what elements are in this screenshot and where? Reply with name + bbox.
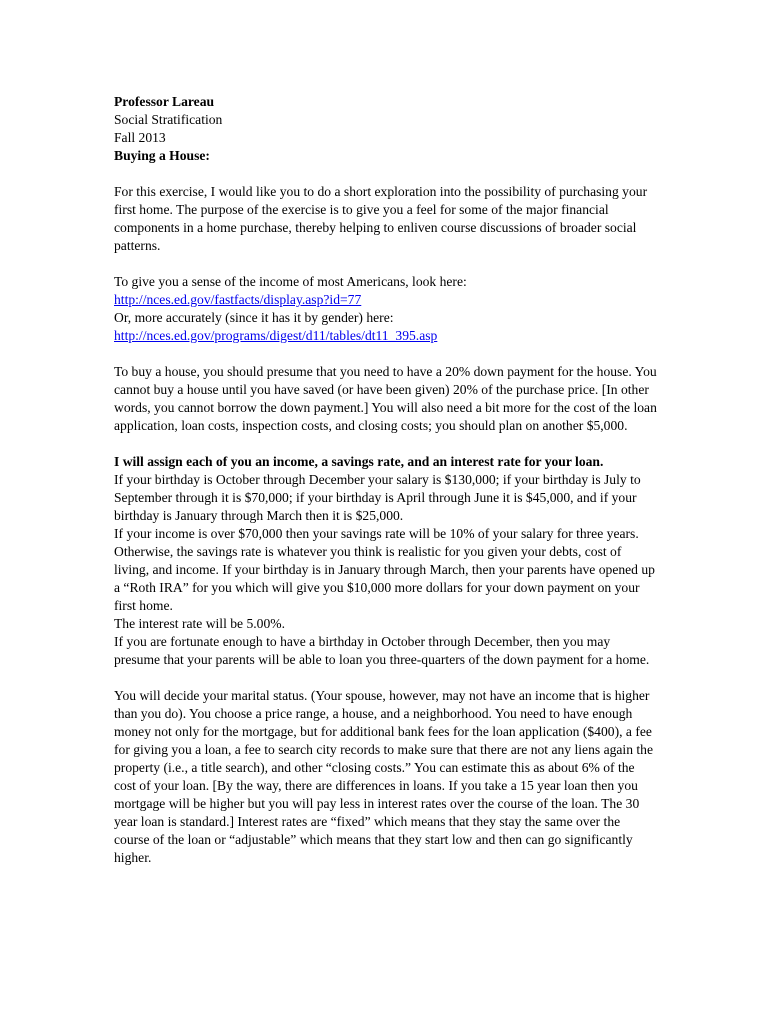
- decisions-paragraph: You will decide your marital status. (Your spouse, however, may not have an income that is higher than you do). You choose a price range, a house, and a neighborhood. You need to have enough money not only for the mortgage, but for additional bank fees for the loan application ($400), a fee for giving you a loan, a fee to search city records to make sure that there are not any liens again the property (i.e., a title search), and other “closing costs.” You can estimate this as about 6% of the cost of your loan. [By the way, there are differences in loans. If you take a 15 year loan then you mortgage will be higher but you will pay less in interest rates over the course of the loan. The 30 year loan is standard.] Interest rates are “fixed” which means that they stay the same over the course of the loan or “adjustable” which means that they start low and then can go significantly higher.: [114, 688, 654, 865]
- interest-rate-text: The interest rate will be 5.00%.: [114, 616, 285, 631]
- document-header: [114, 93, 659, 165]
- assignment-title: Buying a House:: [114, 148, 210, 163]
- digest-table-link[interactable]: http://nces.ed.gov/programs/digest/d11/tables/dt11_395.asp: [114, 328, 438, 343]
- document-page: [114, 93, 659, 867]
- professor-name: Professor Lareau: [114, 94, 215, 109]
- down-payment-paragraph: To buy a house, you should presume that you need to have a 20% down payment for the house. You cannot buy a house until you have saved (or have been given) 20% of the purchase price. [In other words, you cannot borrow the down payment.] You will also need a bit more for the cost of the loan application, loan costs, inspection costs, and closing costs; you should plan on another $5,000.: [114, 364, 657, 433]
- savings-text: If your income is over $70,000 then your savings rate will be 10% of your salary for three years. Otherwise, the savings rate is whatever you think is realistic for you given your debts, cost of living, and income. If your birthday is in January through March, then your parents have opened up a “Roth IRA” for you which will give you $10,000 more dollars for your down payment on your first home.: [114, 526, 655, 613]
- term: Fall 2013: [114, 130, 166, 145]
- course-name: Social Stratification: [114, 112, 223, 127]
- intro-paragraph: For this exercise, I would like you to do a short exploration into the possibility of purchasing your first home. The purpose of the exercise is to give you a feel for some of the major financial components in a home purchase, thereby helping to enliven course discussions of broader social patterns.: [114, 184, 648, 253]
- fastfacts-link[interactable]: http://nces.ed.gov/fastfacts/display.asp?id=77: [114, 292, 362, 307]
- income-lead-text: To give you a sense of the income of most Americans, look here:: [114, 274, 467, 289]
- income-middle-text: Or, more accurately (since it has it by gender) here:: [114, 310, 394, 325]
- parents-loan-text: If you are fortunate enough to have a birthday in October through December, then you may presume that your parents will be able to loan you three-quarters of the down payment for a home.: [114, 634, 650, 667]
- salary-text: If your birthday is October through December your salary is $130,000; if your birthday is July to September through it is $70,000; if your birthday is April through June it is $45,000, and if your birthday is January through March then it is $25,000.: [114, 472, 641, 523]
- assignment-section: [114, 453, 659, 669]
- income-resources: [114, 273, 659, 345]
- assignment-heading: I will assign each of you an income, a savings rate, and an interest rate for your loan.: [114, 454, 604, 469]
